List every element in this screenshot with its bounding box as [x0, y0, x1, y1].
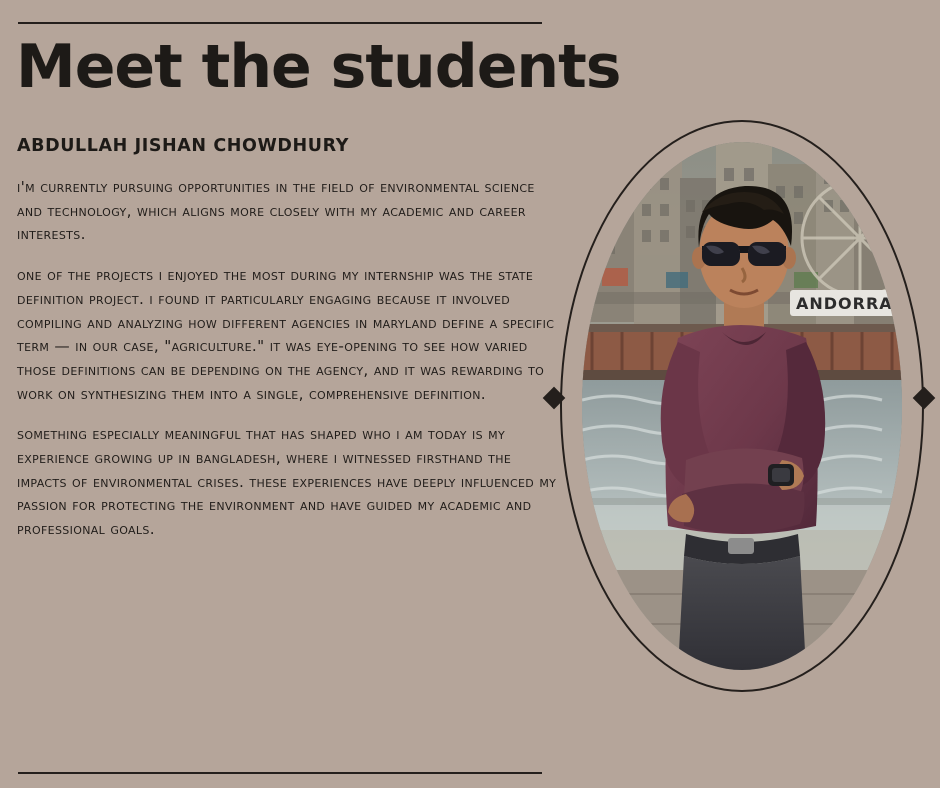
svg-text:ANDORRA: ANDORRA — [796, 294, 893, 313]
paragraph-3: something especially meaningful that has shaped who i am today is my experience growing up in bangladesh, where i witnessed firsthand the impacts of environmental crises. these experiences have deeply influenced my passion for protecting the environment and have guided my academic and professional goals. — [17, 425, 557, 539]
paragraph-2: one of the projects i enjoyed the most during my internship was the state definition project. i found it particularly engaging because it involved compiling and analyzing how different agencies in maryland define a specific term — in our case, "agriculture." it was eye-opening to see how varied those definitions can be depending on the agency, and it was rewarding to work on synthesizing them into a single, comprehensive definition. — [17, 266, 555, 403]
page-title: Meet the students — [16, 32, 621, 102]
student-quote — [17, 176, 557, 542]
bottom-divider — [18, 772, 542, 774]
top-divider — [18, 22, 542, 24]
paragraph-1: i'm currently pursuing opportunities in the field of environmental science and technology, which aligns more closely with my academic and career interests. — [17, 178, 535, 244]
portrait-frame — [560, 120, 924, 692]
student-name: ABDULLAH JISHAN CHOWDHURY — [17, 136, 349, 156]
student-portrait — [582, 142, 902, 670]
